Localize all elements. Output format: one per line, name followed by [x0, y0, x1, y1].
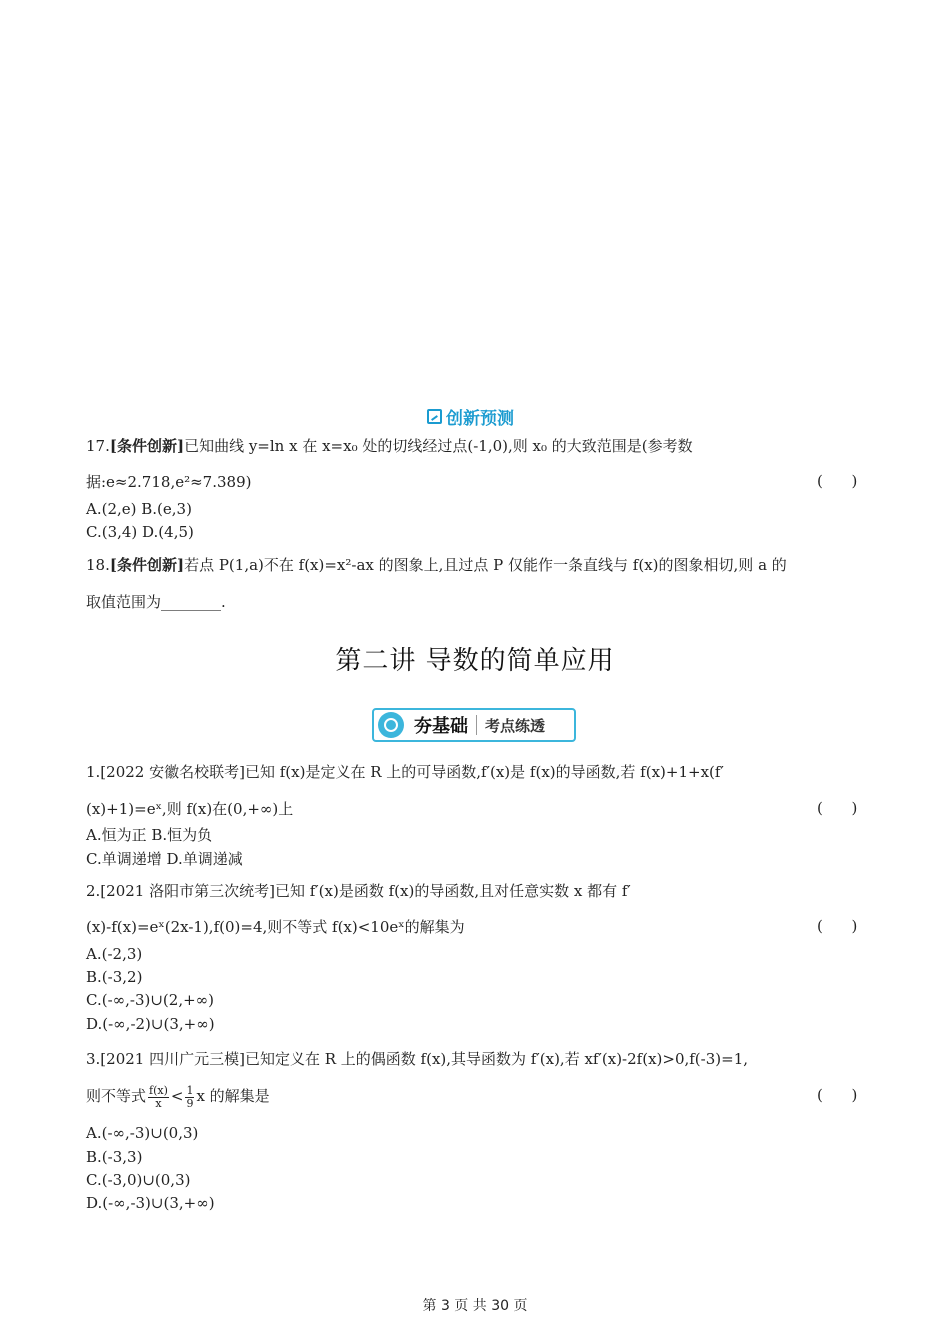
q18-line2: 取值范围为________. [86, 593, 226, 611]
q1-line2: (x)+1)=eˣ,则 f(x)在(0,+∞)上 [86, 800, 294, 818]
q17-line2: 据:e≈2.718,e²≈7.389) [86, 473, 252, 491]
q3-answer-paren: ( ) [817, 1086, 858, 1104]
q17-answer-paren: ( ) [817, 472, 858, 490]
section-divider [476, 715, 477, 735]
q2-option: A.(-2,3) [86, 945, 143, 963]
q3-frac-num: f(x) [149, 1083, 168, 1097]
target-icon [378, 712, 404, 738]
q3-frac-num: 1 [186, 1083, 194, 1097]
q17-options-ab: A.(2,e) B.(e,3) [86, 500, 192, 518]
q17-tag: [条件创新] [109, 437, 185, 455]
innovation-icon [427, 409, 442, 424]
q17-text: 已知曲线 y=ln x 在 x=x₀ 处的切线经过点(-1,0),则 x₀ 的大致范围是(参考数 [184, 437, 693, 455]
q1-options-ab: A.恒为正 B.恒为负 [86, 826, 213, 844]
q3-line1: 3.[2021 四川广元三模]已知定义在 R 上的偶函数 f(x),其导函数为 f′(x),若 xf′(x)-2f(x)>0,f(-3)=1, [86, 1050, 749, 1068]
q3-frac-den: x [155, 1096, 162, 1110]
q3-fraction-rhs [185, 1085, 194, 1110]
lecture-title: 第二讲 导数的简单应用 [335, 646, 615, 676]
q17-number: 17. [86, 437, 110, 455]
q3-option: C.(-3,0)∪(0,3) [86, 1171, 191, 1189]
q2-line1: 2.[2021 洛阳市第三次统考]已知 f′(x)是函数 f(x)的导函数,且对任意实数 x 都有 f′ [86, 882, 631, 900]
q3-line2 [86, 1082, 270, 1110]
q1-answer-paren: ( ) [817, 799, 858, 817]
section-banner [372, 708, 576, 742]
page-number: 第 3 页 共 30 页 [422, 1298, 528, 1314]
q18-text: 若点 P(1,a)不在 f(x)=x²-ax 的图象上,且过点 P 仅能作一条直线与 f(x)的图象相切,则 a 的 [184, 556, 787, 574]
q17-options-cd: C.(3,4) D.(4,5) [86, 523, 194, 541]
q2-answer-paren: ( ) [817, 917, 858, 935]
q2-option: B.(-3,2) [86, 968, 143, 986]
q1-options-cd: C.单调递增 D.单调递减 [86, 850, 243, 868]
q18-tag: [条件创新] [109, 556, 185, 574]
q3-fraction-lhs [148, 1085, 169, 1110]
q3-option: D.(-∞,-3)∪(3,+∞) [86, 1194, 215, 1212]
q18-number: 18. [86, 556, 110, 574]
q2-option: C.(-∞,-3)∪(2,+∞) [86, 991, 215, 1009]
q3-option: A.(-∞,-3)∪(0,3) [86, 1124, 199, 1142]
q3-line2-pre: 则不等式 [86, 1087, 147, 1105]
q3-less-than: < [170, 1087, 184, 1105]
section-sub-label: 考点练透 [485, 716, 546, 735]
section-main-label: 夯基础 [414, 716, 468, 737]
q3-option: B.(-3,3) [86, 1148, 143, 1166]
q1-line1: 1.[2022 安徽名校联考]已知 f(x)是定义在 R 上的可导函数,f′(x)是 f(x)的导函数,若 f(x)+1+x(f′ [86, 763, 724, 781]
innovation-banner [427, 404, 514, 429]
q2-line2: (x)-f(x)=eˣ(2x-1),f(0)=4,则不等式 f(x)<10eˣ的解集为 [86, 918, 465, 936]
q2-option: D.(-∞,-2)∪(3,+∞) [86, 1015, 215, 1033]
q17-line1 [86, 436, 693, 456]
q3-frac-den: 9 [186, 1096, 194, 1110]
innovation-banner-label: 创新预测 [446, 409, 514, 429]
q3-line2-post: x 的解集是 [196, 1087, 270, 1105]
q18-line1 [86, 555, 787, 575]
